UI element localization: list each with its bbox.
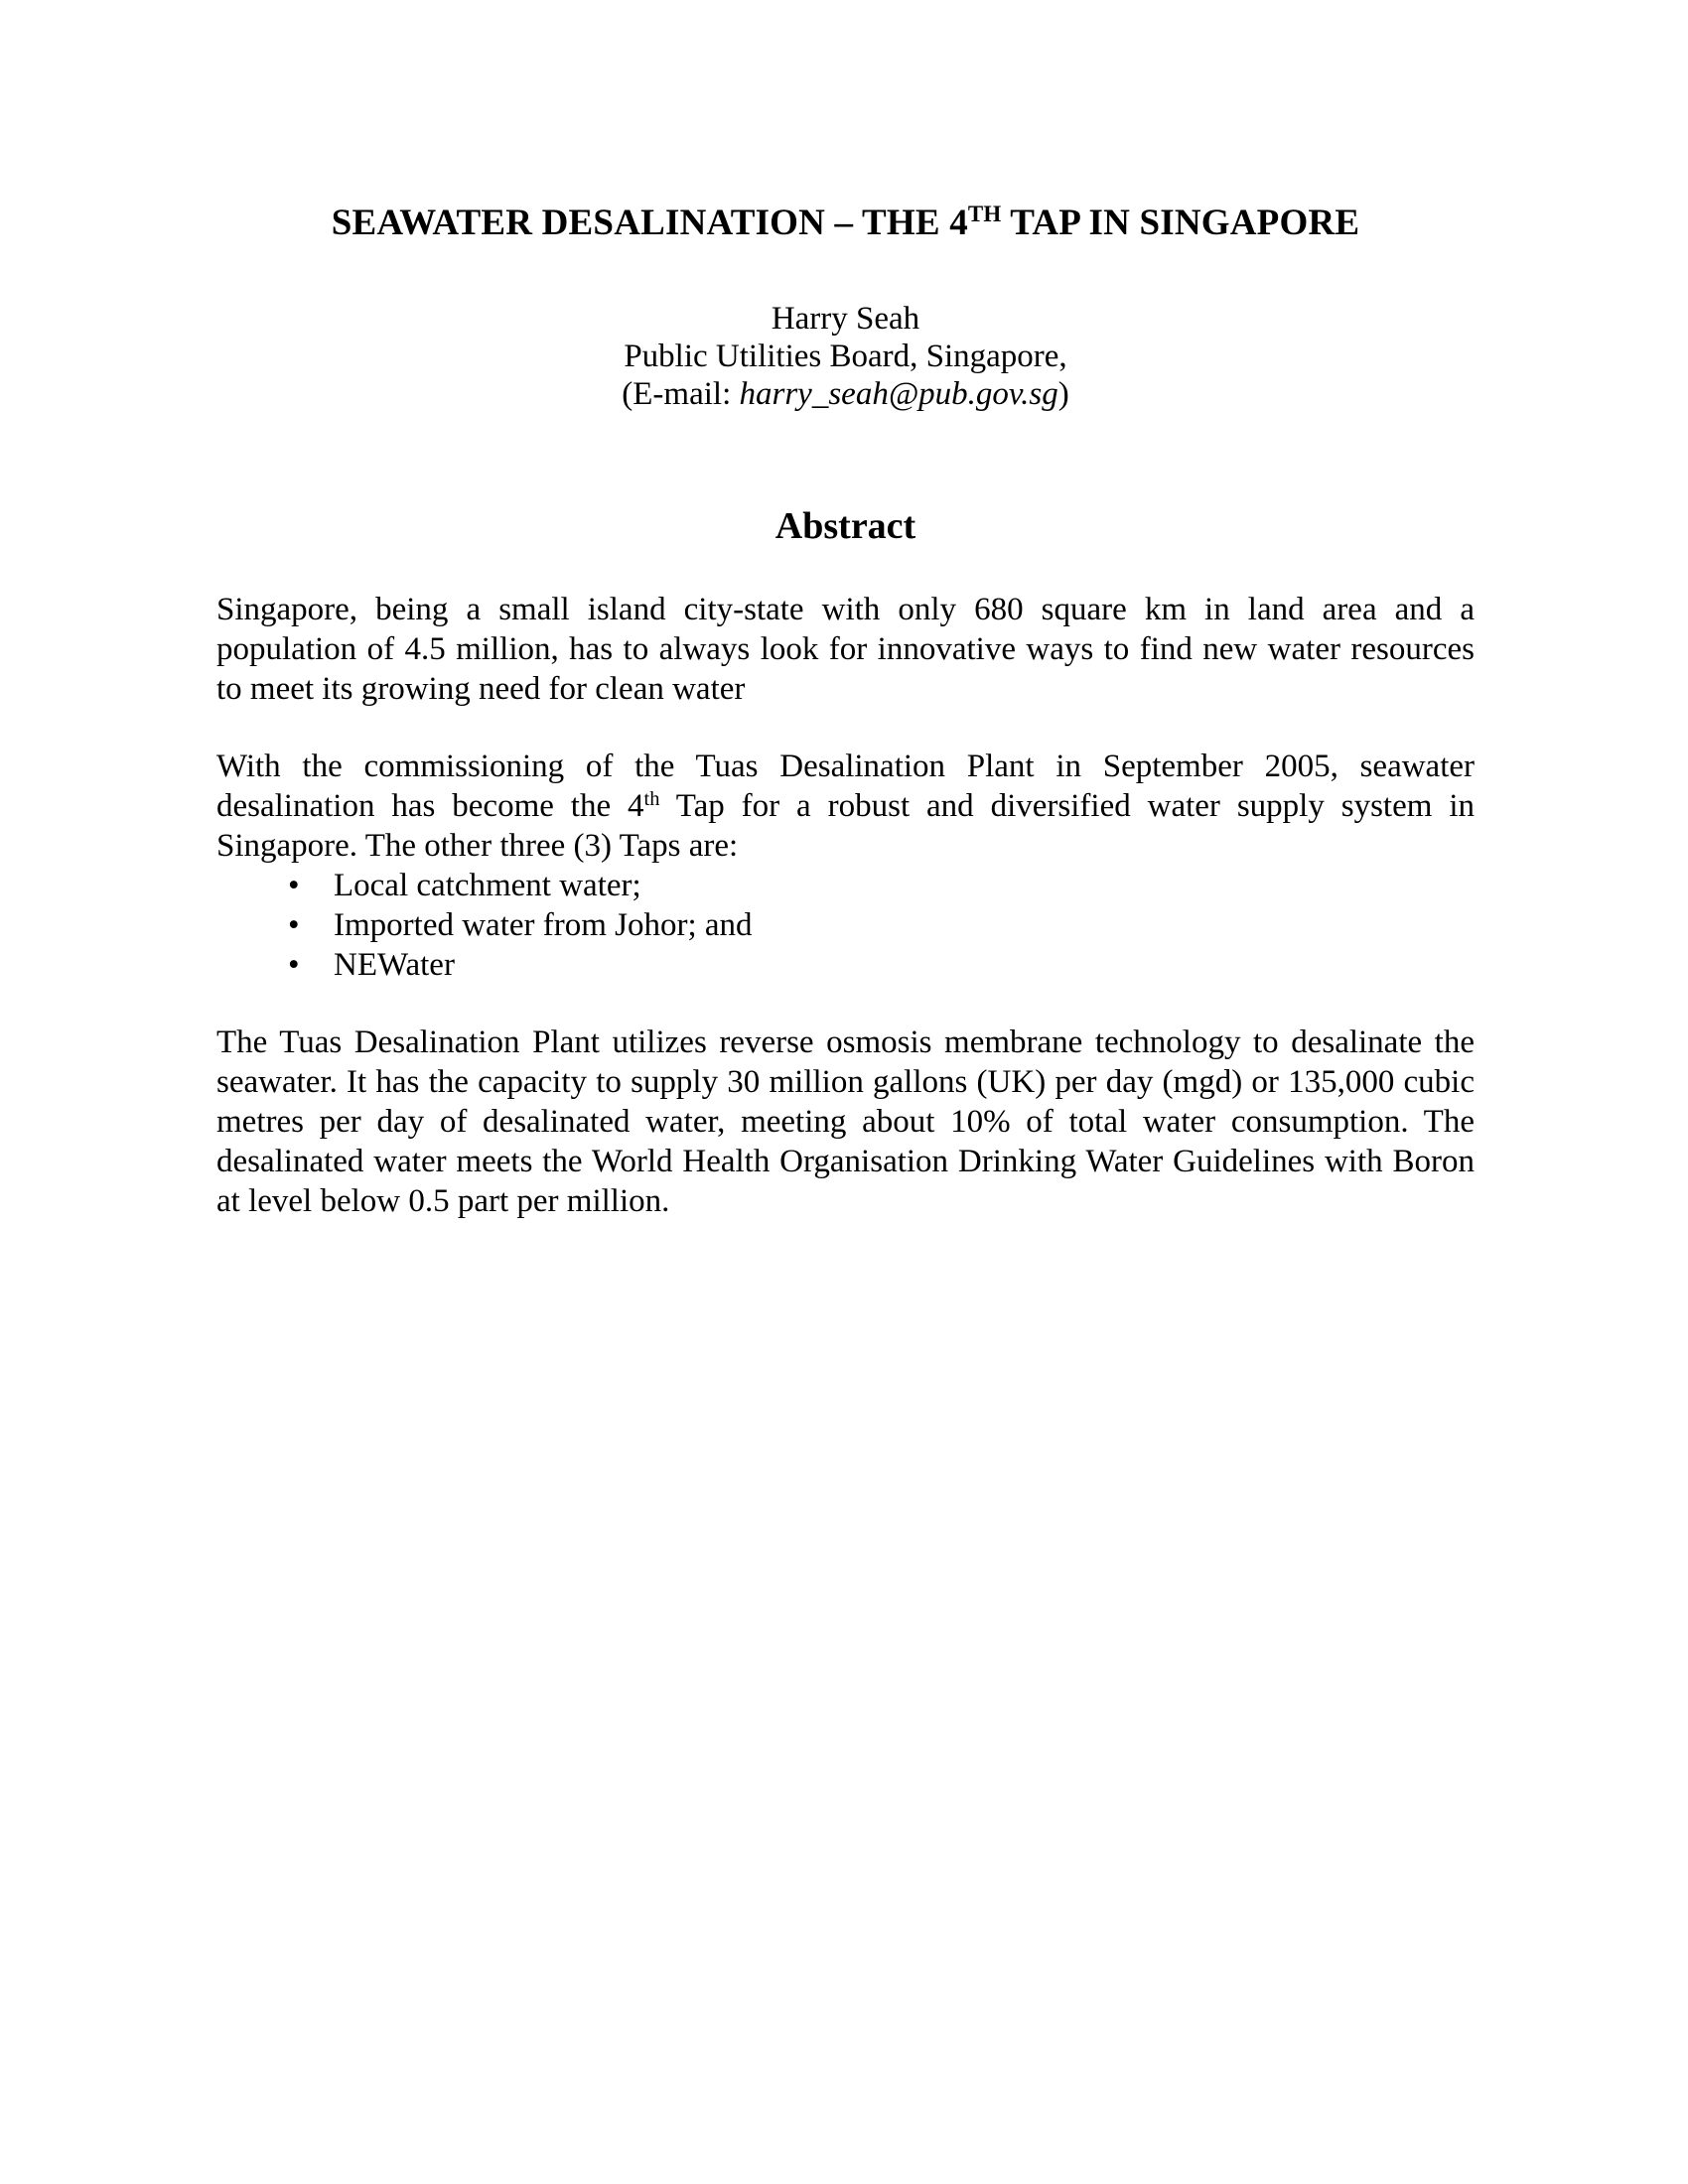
author-email: harry_seah@pub.gov.sg — [739, 376, 1058, 413]
abstract-paragraph-1: Singapore, being a small island city-state with only 680 square km in land area and a population of 4.5 million, has to always look for innovative ways to find new water resources to meet its growing need for clean water — [216, 591, 1475, 707]
abstract-heading: Abstract — [774, 505, 916, 548]
author-name: Harry Seah — [771, 301, 920, 338]
abstract-paragraph-3: The Tuas Desalination Plant utilizes reverse osmosis membrane technology to desalinate the seawater. It has the capacity to supply 30 million gallons (UK) per day (mgd) or 135,000 cubic metres per day of desalinated water, meeting about 10% of total water consumption. The desalinated water meets the World Health Organisation Drinking Water Guidelines with Boron at level below 0.5 part per million. — [216, 1024, 1475, 1219]
email-label-close: ) — [1057, 376, 1069, 413]
email-label: (E-mail: — [622, 376, 740, 413]
author-email-line — [216, 375, 1475, 413]
paper-title-superscript: TH — [967, 202, 1002, 227]
paragraph-2-superscript: th — [643, 787, 660, 810]
paper-title-text-end: TAP IN SINGAPORE — [1001, 203, 1360, 243]
list-item-imported-water: • Imported water from Johor; and — [216, 905, 1475, 945]
taps-list — [216, 866, 1475, 985]
author-affiliation: Public Utilities Board, Singapore, — [624, 339, 1067, 375]
paragraph-2-text-end: Tap for a robust and diversified water supply system in Singapore. The other three (3) Taps are: — [216, 787, 1475, 864]
paper-title-text: SEAWATER DESALINATION – THE 4 — [331, 203, 968, 243]
paragraph-2-text: With the commissioning of the Tuas Desalination Plant in September 2005, seawater desalination has become the 4 — [216, 748, 1475, 824]
paper-title — [216, 202, 1475, 245]
author-block — [216, 300, 1475, 413]
list-item-newater: • NEWater — [216, 945, 1475, 985]
abstract-paragraph-2 — [216, 747, 1475, 866]
list-item-local-catchment: • Local catchment water; — [216, 866, 1475, 905]
